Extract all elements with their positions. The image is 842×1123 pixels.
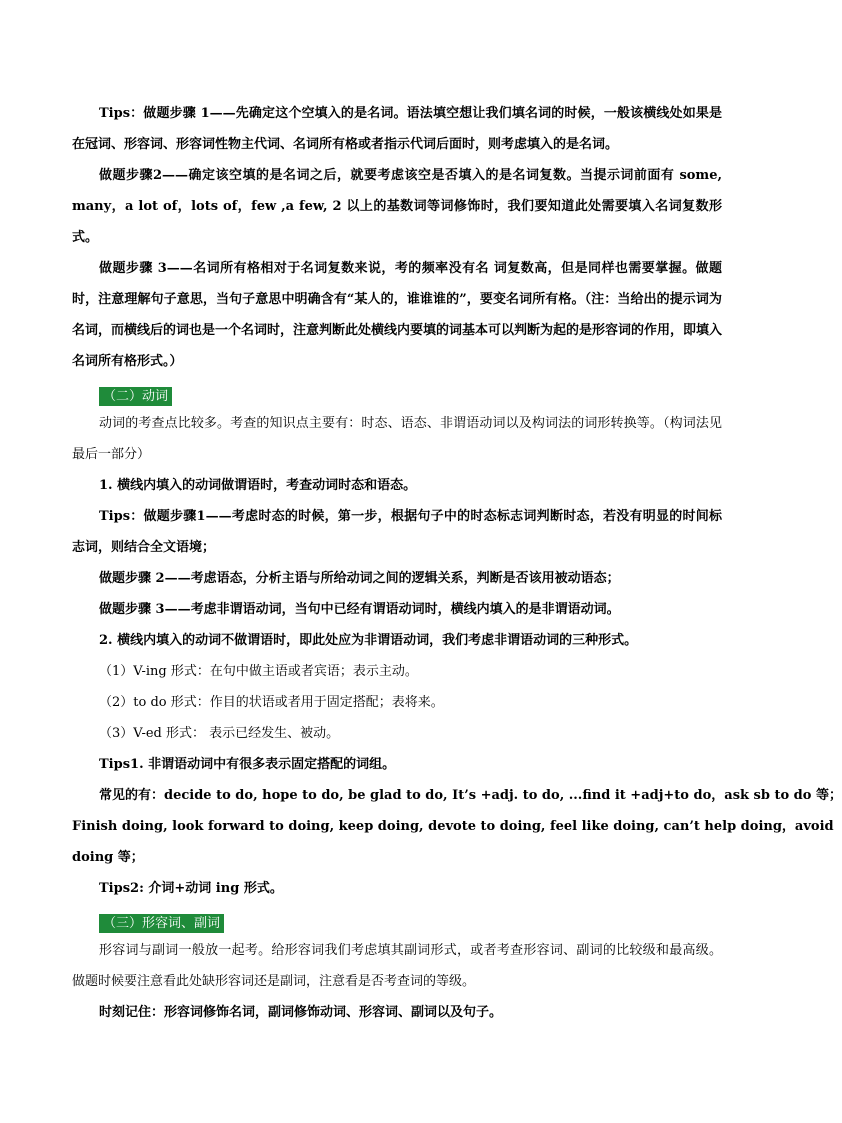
verb-step2: 做题步骤 2——考虑语态，分析主语与所给动词之间的逻辑关系，判断是否该用被动语态； [99,571,620,586]
section-header-row [72,908,722,933]
adj-remember: 时刻记住：形容词修饰名词，副词修饰动词、形容词、副词以及句子。 [99,1005,503,1020]
section-header-row [72,381,722,406]
section-header-adj-adv: （三）形容词、副词 [99,914,224,933]
verb-step3: 做题步骤 3——考虑非谓语动词，当句中已经有谓语动词时，横线内填入的是非谓语动词。 [99,602,620,617]
verb-common-phrases-3: doing 等； [72,850,144,865]
noun-step2: 做题步骤2——确定该空填的是名词之后，就要考虑该空是否填入的是名词复数。当提示词前面有 some, many，a lot of，lots of，few ,a few, 2 以上的基数词等词修饰时，我们要知道此处需要填入名词复数形式。 [72,168,722,245]
noun-step3: 做题步骤 3——名词所有格相对于名词复数来说，考的频率没有名 词复数高，但是同样也需要掌握。做题时，注意理解句子意思，当句子意思中明确含有“某人的，谁谁谁的”，要变名词所有格。（注：当给出的提示词为名词，而横线后的词也是一个名词时，注意判断此处横线内要填的词基本可以判断为起的是形容词的作用，即填入名词所有格形式。） [72,261,723,369]
verb-common-phrases-1: 常见的有：decide to do, hope to do, be glad to do, It’s +adj. to do, ...find it +adj+to do，ask sb to do 等； [99,788,842,803]
verb-point1: 1. 横线内填入的动词做谓语时，考查动词时态和语态。 [99,478,417,493]
verb-point2: 2. 横线内填入的动词不做谓语时，即此处应为非谓语动词，我们考虑非谓语动词的三种形式。 [99,633,638,648]
verb-tips1: Tips1. 非谓语动词中有很多表示固定搭配的词组。 [99,757,396,772]
verb-tips2: Tips2: 介词+动词 ing 形式。 [99,881,283,896]
adj-intro: 形容词与副词一般放一起考。给形容词我们考虑填其副词形式，或者考查形容词、副词的比较级和最高级。做题时候要注意看此处缺形容词还是副词，注意看是否考查词的等级。 [72,943,722,989]
verb-form-ving: （1）V-ing 形式：在句中做主语或者宾语；表示主动。 [99,664,418,679]
verb-form-todo: （2）to do 形式：作目的状语或者用于固定搭配；表将来。 [99,695,444,710]
verb-common-phrases-2: Finish doing, look forward to doing, keep doing, devote to doing, feel like doing, can’t help doing，avoid [72,819,834,834]
document-body [72,98,842,1028]
section-header-verb: （二）动词 [99,387,172,406]
verb-tips-step1: Tips：做题步骤1——考虑时态的时候，第一步，根据句子中的时态标志词判断时态，若没有明显的时间标志词，则结合全文语境； [72,509,722,555]
verb-form-ved: （3）V-ed 形式： 表示已经发生、被动。 [99,726,340,741]
noun-tips-step1: Tips：做题步骤 1——先确定这个空填入的是名词。语法填空想让我们填名词的时候，一般该横线处如果是在冠词、形容词、形容词性物主代词、名词所有格或者指示代词后面时，则考虑填入的是名词。 [72,106,722,152]
verb-intro: 动词的考查点比较多。考查的知识点主要有：时态、语态、非谓语动词以及构词法的词形转换等。（构词法见最后一部分） [72,416,722,462]
